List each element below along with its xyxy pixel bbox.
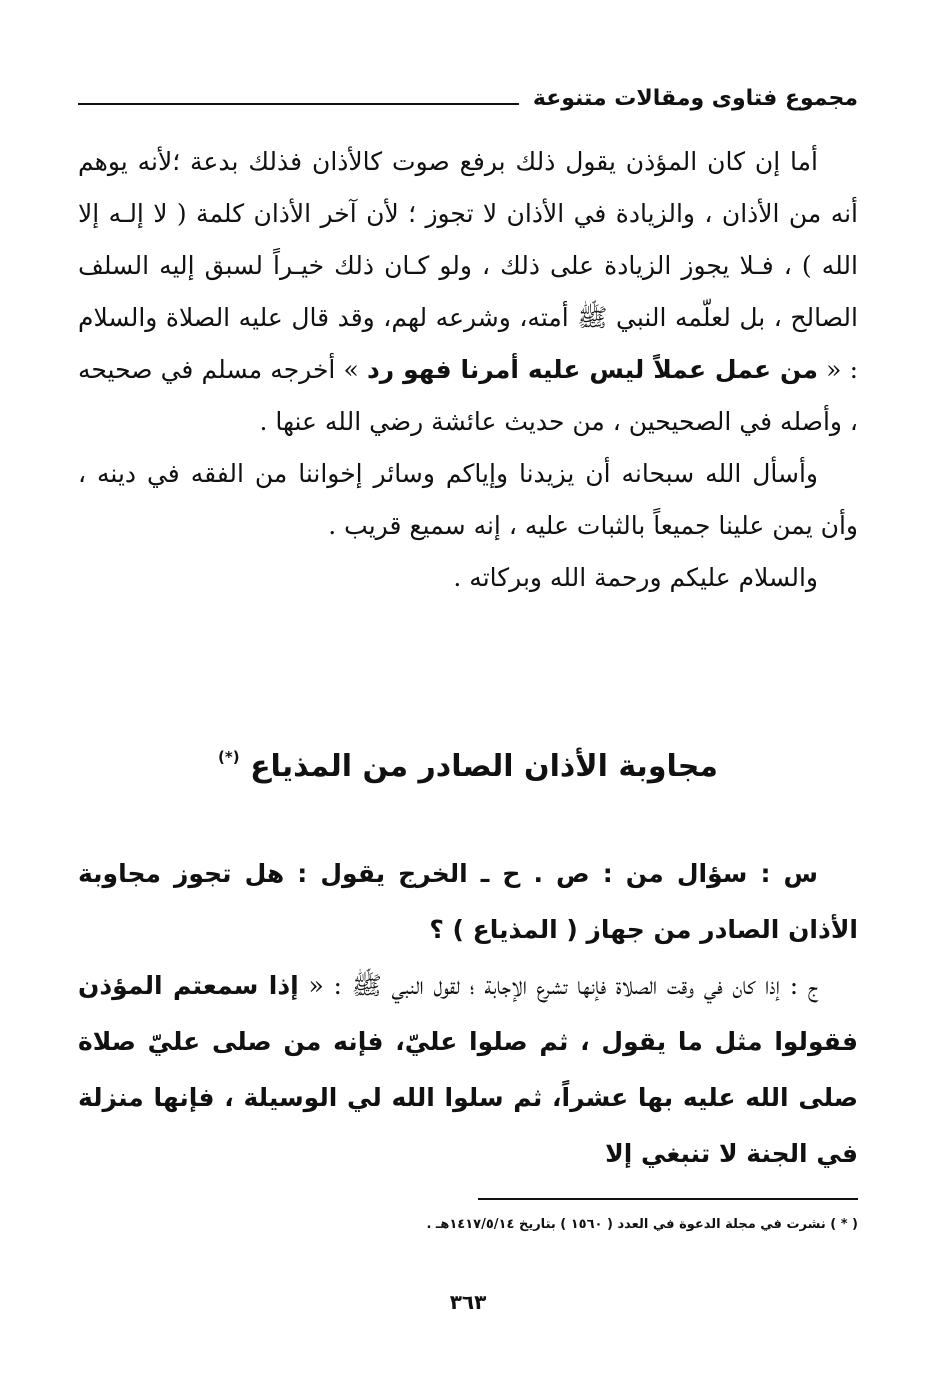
closing-salutation: والسلام عليكم ورحمة الله وبركاته . bbox=[453, 563, 818, 592]
running-header bbox=[78, 78, 858, 118]
hadith-text: من عمل عملاً ليس عليه أمرنا فهو رد bbox=[366, 355, 818, 384]
previous-answer bbox=[78, 136, 858, 604]
paragraph-dua: وأسأل الله سبحانه أن يزيدنا وإياكم وسائر إخواننا من الفقه في دينه ، وأن يمن علينا جميعاً بالثبات عليه ، إنه سميع قريب . bbox=[78, 459, 858, 540]
footnote-marker: (*) bbox=[218, 748, 240, 766]
question-answer bbox=[78, 846, 858, 1182]
book-title: مجموع فتاوى ومقالات متنوعة bbox=[532, 85, 858, 111]
paragraph-text: أما إن كان المؤذن يقول ذلك برفع صوت كالأذان فذلك بدعة ؛لأنه يوهم أنه من الأذان ، والزيادة في الأذان لا تجوز ؛ لأن آخر الأذان كلمة ( لا إلـه إلا الله ) ، فـلا يجوز الزيادة على ذلك ، ولو كـان ذلك خيـراً لسبق إليه السلف الصالح ، بل لعلّمه النبي ﷺ أمته، وشرعه لهم، وقد قال عليه الصلاة والسلام : « bbox=[78, 147, 858, 384]
page-number: ٣٦٣ bbox=[449, 1290, 487, 1314]
answer-hadith: إذا سمعتم المؤذن فقولوا مثل ما يقول ، ثم صلوا عليّ، فإنه من صلى عليّ صلاة صلى الله عليه بها عشراً، ثم سلوا الله لي الوسيلة ، فإنها منزلة في الجنة لا تنبغي إلا bbox=[78, 971, 858, 1168]
footnote: ( * ) نشرت في مجلة الدعوة في العدد ( ١٥٦٠ ) بتاريخ ١٤١٧/٥/١٤هـ . bbox=[426, 1217, 858, 1232]
section-title: مجاوبة الأذان الصادر من المذياع bbox=[250, 749, 718, 784]
answer-intro: ج : إذا كان في وقت الصلاة فإنها تشرع الإجابة ؛ لقول النبي ﷺ : « bbox=[308, 971, 818, 1000]
paragraph-bid-ah bbox=[78, 136, 858, 448]
header-rule bbox=[78, 103, 519, 105]
answer-paragraph bbox=[78, 958, 858, 1182]
section-heading bbox=[78, 732, 858, 792]
paragraph-text-continued: » أخرجه مسلم في صحيحه ، وأصله في الصحيحين ، من حديث عائشة رضي الله عنها . bbox=[78, 355, 858, 436]
footnote-separator bbox=[478, 1198, 858, 1200]
question-text: س : سؤال من : ص . ح ـ الخرج يقول : هل تجوز مجاوبة الأذان الصادر من جهاز ( المذياع ) ؟ bbox=[78, 859, 858, 944]
